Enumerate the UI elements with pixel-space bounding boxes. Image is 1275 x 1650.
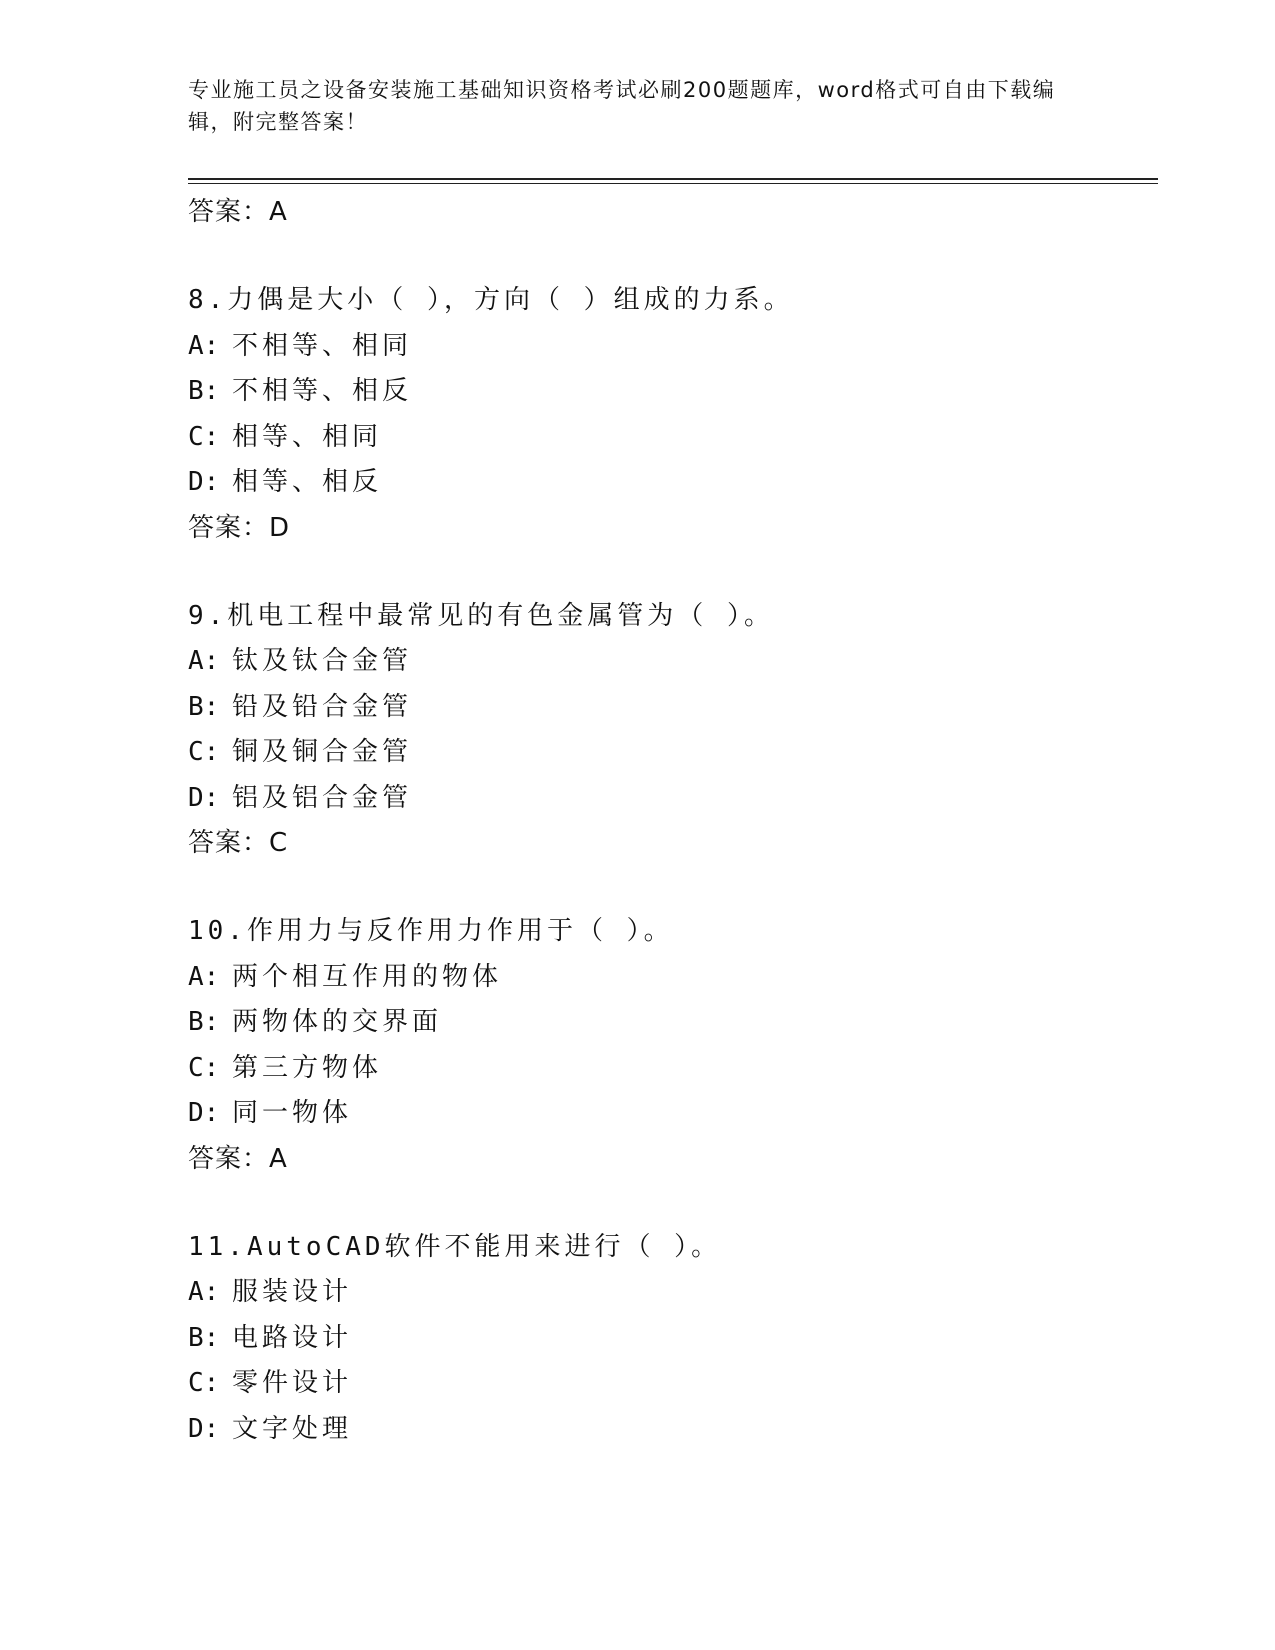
option-letter: A: [188, 1277, 220, 1307]
option-letter: B: [188, 1322, 220, 1353]
option-letter: D: [188, 467, 220, 497]
question-11 [188, 1225, 1148, 1453]
option-letter: B: [188, 376, 220, 406]
option-text: 同一物体 [232, 1098, 353, 1128]
answer-line: 答案：A [188, 197, 288, 227]
option-text: 第三方物体 [232, 1052, 383, 1083]
option-c [188, 730, 1148, 776]
option-text: 不相等、相反 [232, 376, 413, 406]
question-list [188, 190, 1148, 1452]
option-c [188, 1046, 1148, 1092]
option-text: 服装设计 [232, 1277, 353, 1307]
option-letter: D: [188, 782, 220, 813]
option-text: 相等、相反 [232, 467, 383, 497]
answer-line: 答案：D [188, 512, 291, 543]
option-letter: B: [188, 1007, 220, 1037]
option-c [188, 415, 1148, 461]
question-10 [188, 909, 1148, 1182]
option-b [188, 1000, 1148, 1046]
question-stem: 10.作用力与反作用力作用于（ ）。 [188, 916, 674, 946]
option-letter: D: [188, 1098, 220, 1128]
answer-line: 答案：A [188, 1143, 288, 1174]
option-d [188, 460, 1148, 506]
option-a [188, 1270, 1148, 1316]
option-text: 不相等、相同 [232, 330, 413, 361]
option-d [188, 1407, 1148, 1453]
option-text: 两物体的交界面 [232, 1007, 443, 1037]
option-text: 铅及铅合金管 [232, 691, 413, 722]
option-b [188, 685, 1148, 731]
question-stem: 9.机电工程中最常见的有色金属管为（ ）。 [188, 600, 774, 631]
option-d [188, 776, 1148, 822]
option-text: 零件设计 [232, 1368, 353, 1398]
option-d [188, 1091, 1148, 1137]
option-letter: C: [188, 421, 220, 452]
option-b [188, 369, 1148, 415]
option-text: 文字处理 [232, 1413, 353, 1444]
option-letter: C: [188, 1368, 220, 1398]
document-header: 专业施工员之设备安装施工基础知识资格考试必刷200题题库，word格式可自由下载编辑，附完整答案！ [188, 78, 1056, 134]
option-letter: A: [188, 330, 220, 361]
option-text: 铝及铝合金管 [232, 782, 413, 813]
answer-line: 答案：C [188, 828, 289, 858]
option-a [188, 324, 1148, 370]
option-letter: D: [188, 1413, 220, 1444]
option-c [188, 1361, 1148, 1407]
option-b [188, 1316, 1148, 1362]
question-8 [188, 278, 1148, 551]
option-letter: C: [188, 1052, 220, 1083]
question-9 [188, 594, 1148, 867]
option-text: 相等、相同 [232, 421, 383, 452]
option-letter: A: [188, 646, 220, 676]
option-text: 钛及钛合金管 [232, 646, 413, 676]
option-text: 两个相互作用的物体 [232, 961, 503, 992]
option-letter: A: [188, 961, 220, 992]
option-letter: C: [188, 737, 220, 767]
header-divider-thick [188, 178, 1158, 180]
option-text: 电路设计 [232, 1322, 353, 1353]
option-a [188, 639, 1148, 685]
option-text: 铜及铜合金管 [232, 737, 413, 767]
option-letter: B: [188, 691, 220, 722]
question-stem: 8.力偶是大小（ ），方向（ ）组成的力系。 [188, 285, 794, 315]
question-stem: 11.AutoCAD软件不能用来进行（ ）。 [188, 1231, 722, 1262]
option-a [188, 955, 1148, 1001]
header-divider-thin [188, 183, 1158, 184]
